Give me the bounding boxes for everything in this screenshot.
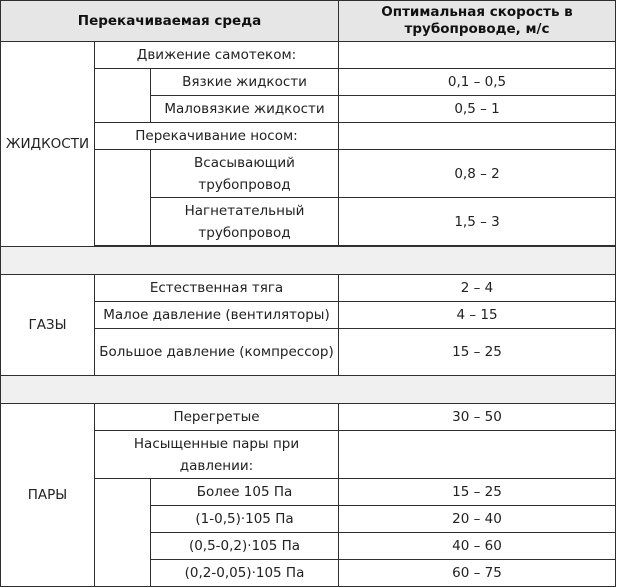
item-name: Нагнетательный трубопровод <box>151 198 339 246</box>
item-name: Маловязкие жидкости <box>151 96 339 123</box>
value-cell <box>339 42 616 69</box>
item-name: Вязкие жидкости <box>151 69 339 96</box>
subgroup-title: Движение самотеком: <box>95 42 339 69</box>
header-medium: Перекачиваемая среда <box>1 1 339 42</box>
item-name: (1-0,5)·105 Па <box>151 506 339 533</box>
item-value: 15 – 25 <box>339 479 616 506</box>
item-name: Малое давление (вентиляторы) <box>95 302 339 329</box>
table-row <box>1 42 616 69</box>
group-label-steam: ПАРЫ <box>1 404 95 587</box>
item-value: 40 – 60 <box>339 533 616 560</box>
table-row <box>1 275 616 302</box>
item-name: (0,2-0,05)·105 Па <box>151 560 339 587</box>
item-name: (0,5-0,2)·105 Па <box>151 533 339 560</box>
subgroup-title: Насыщенные пары при давлении: <box>95 431 339 479</box>
item-name: Перегретые <box>95 404 339 431</box>
item-value: 1,5 – 3 <box>339 198 616 246</box>
spacer-cell <box>1 376 616 404</box>
header-row <box>1 1 616 42</box>
header-speed: Оптимальная скорость в трубопроводе, м/с <box>339 1 616 42</box>
item-value: 15 – 25 <box>339 329 616 376</box>
value-cell <box>339 431 616 479</box>
indent-cell <box>95 69 151 123</box>
spacer-row <box>1 376 616 404</box>
value-cell <box>339 123 616 150</box>
item-value: 4 – 15 <box>339 302 616 329</box>
item-name: Большое давление (компрессор) <box>95 329 339 376</box>
spacer-row <box>1 247 616 275</box>
subgroup-title: Перекачивание носом: <box>95 123 339 150</box>
item-value: 20 – 40 <box>339 506 616 533</box>
item-value: 60 – 75 <box>339 560 616 587</box>
table-row <box>1 404 616 431</box>
item-value: 0,5 – 1 <box>339 96 616 123</box>
indent-cell <box>95 150 151 246</box>
item-value: 0,1 – 0,5 <box>339 69 616 96</box>
indent-cell <box>95 479 151 587</box>
item-value: 2 – 4 <box>339 275 616 302</box>
group-label-liquids: ЖИДКОСТИ <box>1 42 95 247</box>
item-name: Более 105 Па <box>151 479 339 506</box>
group-label-gases: ГАЗЫ <box>1 275 95 376</box>
item-name: Естественная тяга <box>95 275 339 302</box>
item-value: 30 – 50 <box>339 404 616 431</box>
item-name: Всасывающий трубопровод <box>151 150 339 198</box>
item-value: 0,8 – 2 <box>339 150 616 198</box>
spacer-cell <box>1 247 616 275</box>
